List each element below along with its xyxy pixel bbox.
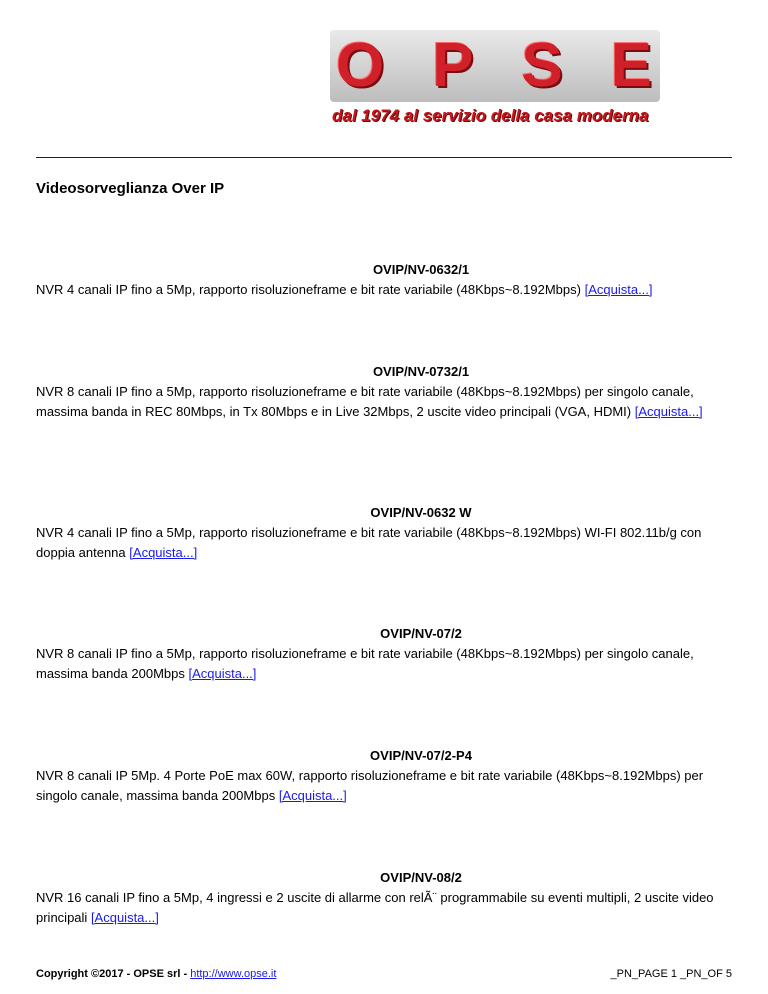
product-description: NVR 8 canali IP fino a 5Mp, rapporto risoluzioneframe e bit rate variabile (48Kbps~8.192Mbps) per singolo canale, massima banda 200Mbps [Acquista...] bbox=[36, 646, 694, 681]
buy-link[interactable]: [Acquista...] bbox=[584, 282, 653, 297]
footer-url-link[interactable]: http://www.opse.it bbox=[190, 968, 277, 980]
product-code: OVIP/NV-0632/1 bbox=[372, 262, 470, 277]
buy-link[interactable]: [Acquista...] bbox=[278, 788, 347, 803]
logo-tagline: dal 1974 al servizio della casa moderna bbox=[332, 106, 649, 125]
product-code: OVIP/NV-0732/1 bbox=[372, 364, 470, 379]
product-item bbox=[36, 624, 736, 684]
product-code: OVIP/NV-07/2-P4 bbox=[370, 748, 472, 763]
product-item bbox=[36, 746, 736, 806]
opse-logo bbox=[330, 30, 660, 130]
footer-page-marker: _PN_PAGE 1 _PN_OF 5 bbox=[610, 968, 732, 980]
logo-wordmark bbox=[330, 30, 660, 102]
product-item bbox=[36, 503, 736, 563]
product-item bbox=[36, 362, 736, 422]
logo-letter: E bbox=[610, 31, 654, 100]
footer-copyright: Copyright ©2017 - OPSE srl - http://www.opse.it bbox=[36, 968, 277, 980]
product-description: NVR 16 canali IP fino a 5Mp, 4 ingressi e 2 uscite di allarme con relÃ¨ programmabile su eventi multipli, 2 uscite video principali [Acquista...] bbox=[36, 890, 714, 925]
buy-link[interactable]: [Acquista...] bbox=[188, 666, 257, 681]
section-title: Videosorveglianza Over IP bbox=[36, 180, 225, 197]
product-item bbox=[36, 868, 736, 928]
buy-link[interactable]: [Acquista...] bbox=[90, 910, 159, 925]
header-divider bbox=[36, 157, 732, 158]
logo-letter: S bbox=[521, 31, 565, 100]
product-description: NVR 4 canali IP fino a 5Mp, rapporto risoluzioneframe e bit rate variabile (48Kbps~8.192Mbps) WI-FI 802.11b/g con doppia antenna [Acquista...] bbox=[36, 525, 702, 560]
logo-letter: O bbox=[336, 31, 387, 100]
product-code: OVIP/NV-08/2 bbox=[380, 870, 462, 885]
product-item bbox=[36, 260, 736, 300]
product-code: OVIP/NV-0632 W bbox=[370, 505, 472, 520]
buy-link[interactable]: [Acquista...] bbox=[634, 404, 703, 419]
product-description: NVR 8 canali IP fino a 5Mp, rapporto risoluzioneframe e bit rate variabile (48Kbps~8.192Mbps) per singolo canale, massima banda in REC 80Mbps, in Tx 80Mbps e in Live 32Mbps, 2 uscite video principali (VGA, HDMI) [Acquista...] bbox=[36, 384, 703, 419]
product-description: NVR 4 canali IP fino a 5Mp, rapporto risoluzioneframe e bit rate variabile (48Kbps~8.192Mbps) [Acquista...] bbox=[36, 282, 653, 297]
product-code: OVIP/NV-07/2 bbox=[380, 626, 462, 641]
product-description: NVR 8 canali IP 5Mp. 4 Porte PoE max 60W, rapporto risoluzioneframe e bit rate variabile (48Kbps~8.192Mbps) per singolo canale, massima banda 200Mbps [Acquista...] bbox=[36, 768, 704, 803]
buy-link[interactable]: [Acquista...] bbox=[129, 545, 198, 560]
logo-letter: P bbox=[432, 31, 476, 100]
